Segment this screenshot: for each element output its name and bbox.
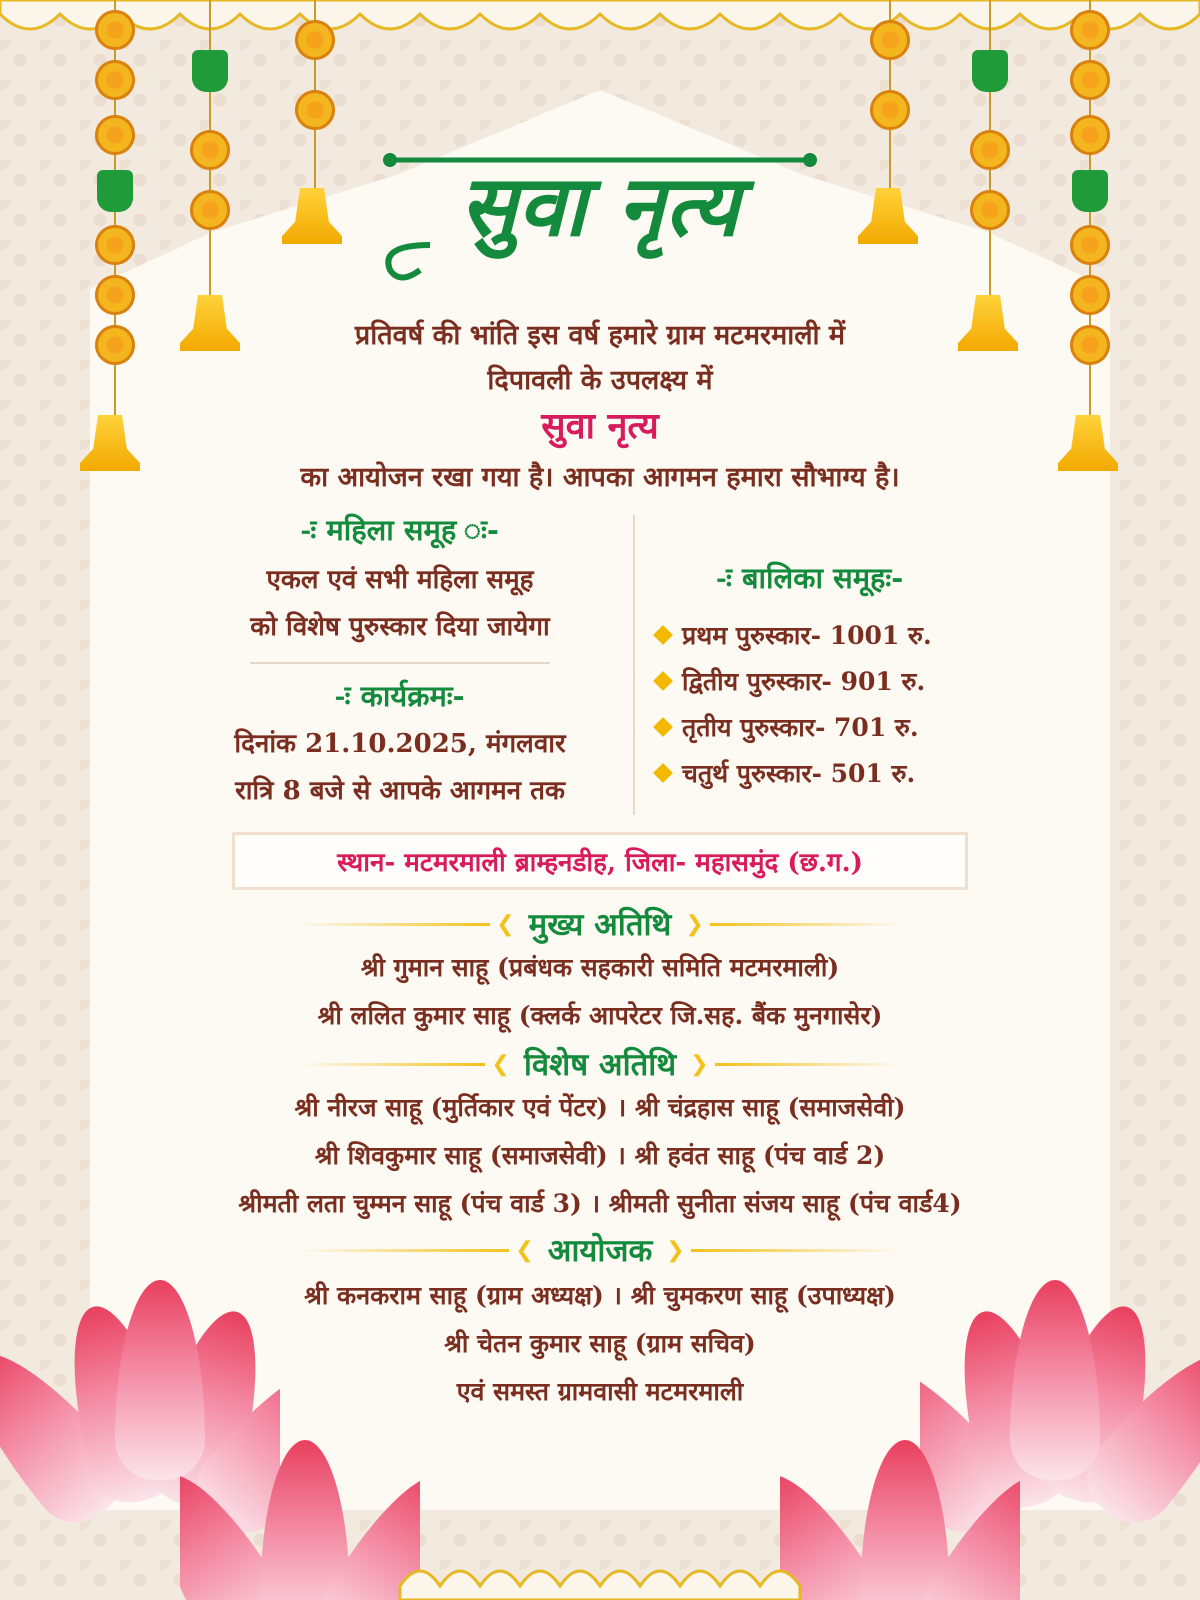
mahila-line-1: एकल एवं सभी महिला समूह [266,565,534,595]
list-item [650,658,990,704]
title-block [370,135,830,285]
organizer-line-2: श्री चेतन कुमार साहू (ग्राम सचिव) [444,1329,756,1358]
balika-heading: -ः बालिका समूहः- [716,561,904,595]
prize-label: तृतीय पुरुस्कार- 701 रु. [682,713,919,742]
chief-guests-title: मुख्य अतिथि [528,907,672,943]
intro-line-2: दिपावली के उपलक्ष्य में [487,365,713,396]
prize-label: प्रथम पुरुस्कार- 1001 रु. [682,621,932,650]
chief-guest-line-1: श्री गुमान साहू (प्रबंधक सहकारी समिति मटमरमाली) [360,953,840,982]
prize-list [650,612,990,796]
chevron-right-icon: ❯ [685,911,704,937]
bottom-ornamental-border [0,1556,1200,1600]
diamond-bullet-icon [653,717,673,737]
column-divider-horizontal [250,662,550,664]
prize-label: चतुर्थ पुरुस्कार- 501 रु. [682,759,916,788]
divider-rule [300,1063,485,1066]
chevron-right-icon: ❯ [690,1051,709,1077]
program-date: दिनांक 21.10.2025, मंगलवार [234,729,566,759]
divider-rule [691,1249,900,1252]
venue-text: स्थान- मटमरमाली ब्राम्हनडीह, जिला- महासमुंद (छ.ग.) [337,848,863,878]
intro-highlight: सुवा नृत्य [541,405,659,447]
special-guest-line-2: श्री शिवकुमार साहू (समाजसेवी) । श्री हवंत साहू (पंच वार्ड 2) [314,1141,886,1170]
divider-rule [715,1063,900,1066]
chief-guest-line-2: श्री ललित कुमार साहू (क्लर्क आपरेटर जि.सह. बैंक मुनगासेर) [317,1001,883,1030]
organizers-heading [300,1226,900,1274]
diamond-bullet-icon [653,763,673,783]
intro-line-1: प्रतिवर्ष की भांति इस वर्ष हमारे ग्राम मटमरमाली में [354,320,846,351]
list-item [650,750,990,796]
program-time: रात्रि 8 बजे से आपके आगमन तक [235,776,565,806]
special-guest-line-1: श्री नीरज साहू (मुर्तिकार एवं पेंटर) । श्री चंद्रहास साहू (समाजसेवी) [294,1093,906,1122]
divider-rule [710,923,900,926]
divider-rule [300,1249,509,1252]
chevron-left-icon: ❮ [496,911,515,937]
organizer-line-3: एवं समस्त ग्रामवासी मटमरमाली [456,1377,744,1406]
chevron-left-icon: ❮ [515,1237,534,1263]
page-title: सुवा नृत्य [459,156,741,255]
diamond-bullet-icon [653,625,673,645]
list-item [650,704,990,750]
special-guests-heading [300,1040,900,1088]
organizers-title: आयोजक [547,1233,653,1269]
list-item [650,612,990,658]
program-heading: -ः कार्यक्रमः- [335,679,465,713]
chevron-right-icon: ❯ [666,1237,685,1263]
divider-rule [300,923,490,926]
prize-label: द्वितीय पुरुस्कार- 901 रु. [682,667,926,696]
special-guest-line-3: श्रीमती लता चुम्मन साहू (पंच वार्ड 3) । श्रीमती सुनीता संजय साहू (पंच वार्ड4) [238,1189,962,1218]
mahila-heading: -ः महिला समूह ः- [301,513,499,547]
organizer-line-1: श्री कनकराम साहू (ग्राम अध्यक्ष) । श्री चुमकरण साहू (उपाध्यक्ष) [304,1281,896,1310]
chief-guests-heading [300,900,900,948]
special-guests-title: विशेष अतिथि [523,1047,677,1083]
chevron-left-icon: ❮ [491,1051,510,1077]
diamond-bullet-icon [653,671,673,691]
venue-box [232,832,968,890]
mahila-line-2: को विशेष पुरुस्कार दिया जायेगा [250,612,550,642]
intro-line-3: का आयोजन रखा गया है। आपका आगमन हमारा सौभाग्य है। [300,462,900,493]
column-divider-vertical [633,515,635,815]
